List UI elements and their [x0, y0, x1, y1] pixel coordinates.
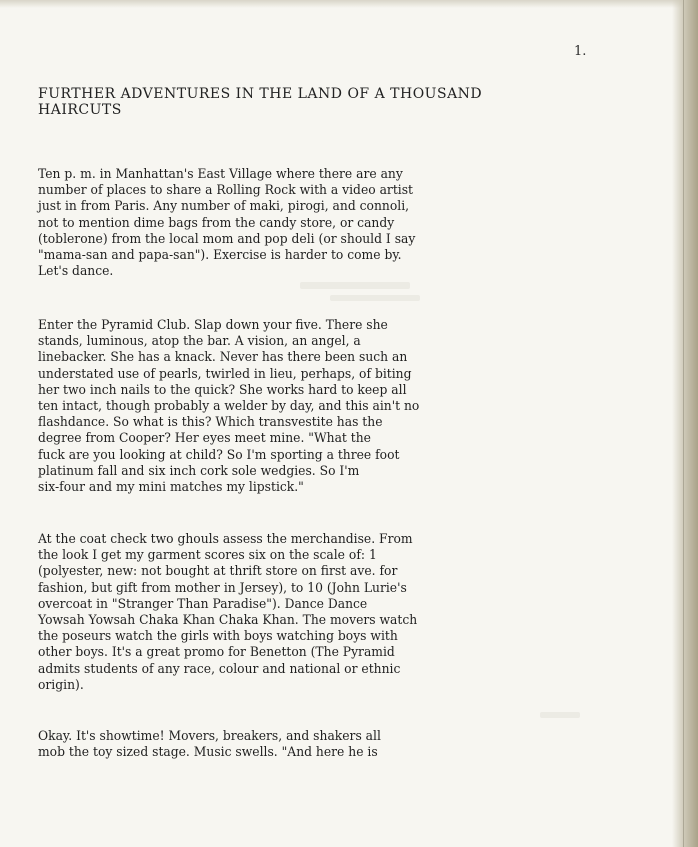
bleed-through-mark [300, 282, 410, 289]
text-line: fashion, but gift from mother in Jersey), to 10 (John Lurie's [38, 579, 407, 595]
text-line: overcoat in "Stranger Than Paradise"). Dance Dance [38, 595, 368, 611]
binding-edge-shadow [672, 0, 698, 847]
page-number: 1. [574, 44, 587, 59]
bleed-through-mark [540, 712, 580, 718]
text-line: Okay. It's showtime! Movers, breakers, and shakers all [38, 728, 381, 743]
text-line: platinum fall and six inch cork sole wedgies. So I'm [38, 462, 360, 478]
text-line: Ten p. m. in Manhattan's East Village where there are any [38, 166, 403, 181]
text-line: admits students of any race, colour and national or ethnic [38, 660, 401, 676]
text-line: Yowsah Yowsah Chaka Khan Chaka Khan. The movers watch [38, 612, 418, 628]
text-line: mob the toy sized stage. Music swells. "And here he is [38, 744, 378, 760]
text-line: (polyester, new: not bought at thrift store on first ave. for [38, 563, 398, 579]
text-line: the poseurs watch the girls with boys watching boys with [38, 628, 398, 644]
text-line: stands, luminous, atop the bar. A vision, an angel, a [38, 333, 361, 349]
text-line: (toblerone) from the local mom and pop deli (or should I say [38, 230, 416, 246]
binding-edge-line [683, 0, 684, 847]
text-line: six-four and my mini matches my lipstick." [38, 479, 304, 495]
page-title [38, 86, 558, 118]
text-line: fuck are you looking at child? So I'm sporting a three foot [38, 446, 400, 462]
text-line: ten intact, though probably a welder by day, and this ain't no [38, 398, 420, 414]
title-line: FURTHER ADVENTURES IN THE LAND OF A THOUSAND [38, 86, 483, 102]
text-line: At the coat check two ghouls assess the merchandise. From [38, 531, 413, 546]
text-line: Let's dance. [38, 263, 114, 279]
paragraph [38, 166, 598, 279]
text-line: other boys. It's a great promo for Benetton (The Pyramid [38, 644, 395, 660]
text-line: Enter the Pyramid Club. Slap down your five. There she [38, 317, 388, 332]
text-line: not to mention dime bags from the candy store, or candy [38, 214, 395, 230]
text-line: the look I get my garment scores six on the scale of: 1 [38, 547, 377, 563]
text-line: "mama-san and papa-san"). Exercise is harder to come by. [38, 247, 402, 263]
text-line: just in from Paris. Any number of maki, pirogi, and connoli, [38, 198, 410, 214]
text-line: origin). [38, 676, 84, 692]
text-line: her two inch nails to the quick? She works hard to keep all [38, 381, 407, 397]
paragraph [38, 317, 598, 495]
bleed-through-mark [330, 295, 420, 301]
text-line: degree from Cooper? Her eyes meet mine. "What the [38, 430, 371, 446]
text-line: number of places to share a Rolling Rock with a video artist [38, 182, 413, 198]
text-line: linebacker. She has a knack. Never has there been such an [38, 349, 408, 365]
paragraph [38, 728, 598, 760]
paragraph [38, 531, 598, 693]
page-top-shadow [0, 0, 698, 8]
text-line: understated use of pearls, twirled in lieu, perhaps, of biting [38, 365, 412, 381]
title-line: HAIRCUTS [38, 102, 122, 118]
text-line: flashdance. So what is this? Which transvestite has the [38, 414, 383, 430]
